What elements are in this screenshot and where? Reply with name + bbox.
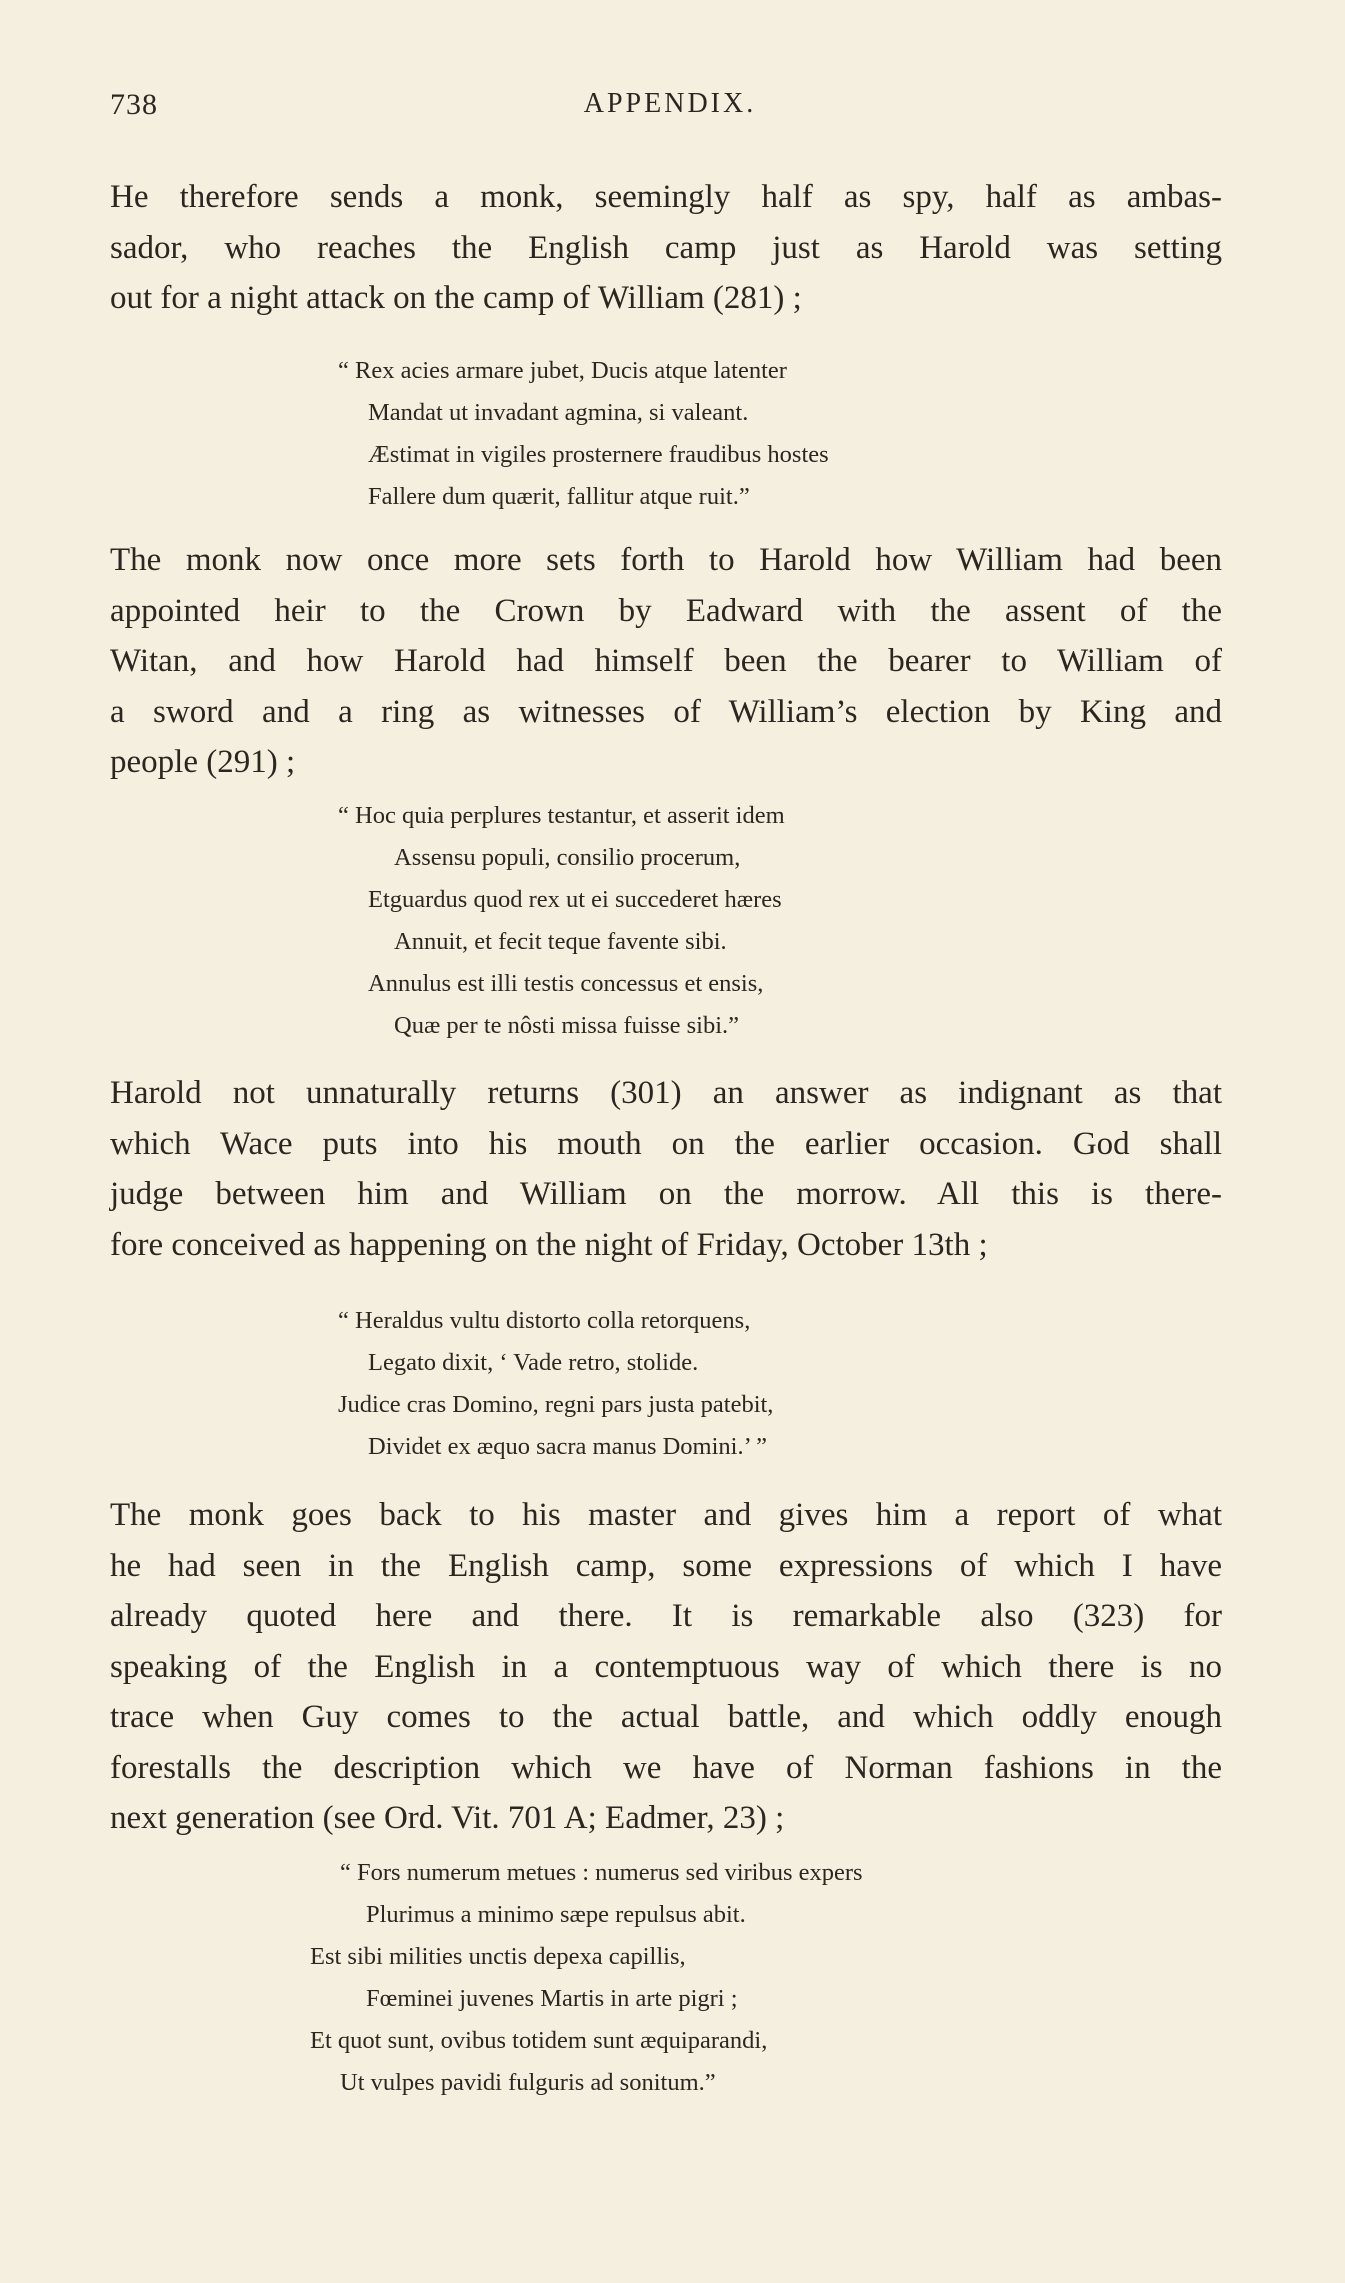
verse-line: Dividet ex æquo sacra manus Domini.’ ” xyxy=(368,1433,767,1460)
text-line: people (291) ; xyxy=(110,744,296,780)
text-line: he had seen in the English camp, some expressions of which I have xyxy=(110,1547,1222,1584)
verse-line: Legato dixit, ‘ Vade retro, stolide. xyxy=(368,1349,699,1376)
paragraph-4 xyxy=(110,1490,1222,1844)
text-line: appointed heir to the Crown by Eadward with the assent of the xyxy=(110,592,1222,629)
verse-line: Æstimat in vigiles prosternere fraudibus hostes xyxy=(368,441,829,468)
text-line: out for a night attack on the camp of William (281) ; xyxy=(110,280,802,316)
verse-line: “ Rex acies armare jubet, Ducis atque latenter xyxy=(338,357,787,384)
verse-quotation-2 xyxy=(338,795,785,1047)
text-line: The monk now once more sets forth to Harold how William had been xyxy=(110,542,1222,578)
text-line: sador, who reaches the English camp just as Harold was setting xyxy=(110,229,1222,266)
verse-line: Fallere dum quærit, fallitur atque ruit.” xyxy=(368,483,750,510)
verse-line: Quæ per te nôsti missa fuisse sibi.” xyxy=(394,1012,740,1039)
text-line: Witan, and how Harold had himself been the bearer to William of xyxy=(110,643,1222,679)
verse-line: Annuit, et fecit teque favente sibi. xyxy=(394,928,727,955)
verse-quotation-4 xyxy=(310,1852,863,2104)
verse-line: Assensu populi, consilio procerum, xyxy=(394,844,741,871)
verse-quotation-3 xyxy=(338,1300,773,1468)
verse-line: Et quot sunt, ovibus totidem sunt æquiparandi, xyxy=(310,2027,768,2054)
verse-line: Judice cras Domino, regni pars justa patebit, xyxy=(338,1391,774,1418)
verse-line: “ Fors numerum metues : numerus sed viribus expers xyxy=(340,1859,863,1886)
text-line: Harold not unnaturally returns (301) an answer as indignant as that xyxy=(110,1075,1222,1111)
paragraph-2 xyxy=(110,535,1222,788)
verse-line: Plurimus a minimo sæpe repulsus abit. xyxy=(366,1901,746,1928)
verse-quotation-1 xyxy=(338,350,829,518)
text-line: judge between him and William on the morrow. All this is there- xyxy=(110,1176,1222,1212)
verse-line: “ Heraldus vultu distorto colla retorquens, xyxy=(338,1307,751,1334)
paragraph-1 xyxy=(110,172,1222,324)
text-line: fore conceived as happening on the night of Friday, October 13th ; xyxy=(110,1226,988,1263)
verse-line: Mandat ut invadant agmina, si valeant. xyxy=(368,399,749,426)
text-line: The monk goes back to his master and gives him a report of what xyxy=(110,1497,1222,1533)
text-line: trace when Guy comes to the actual battle, and which oddly enough xyxy=(110,1699,1222,1735)
text-line: next generation (see Ord. Vit. 701 A; Eadmer, 23) ; xyxy=(110,1800,785,1836)
text-line: forestalls the description which we have of Norman fashions in the xyxy=(110,1749,1222,1786)
text-line: already quoted here and there. It is remarkable also (323) for xyxy=(110,1598,1222,1634)
text-line: speaking of the English in a contemptuous way of which there is no xyxy=(110,1648,1222,1685)
verse-line: Fœminei juvenes Martis in arte pigri ; xyxy=(366,1985,738,2012)
text-line: a sword and a ring as witnesses of William’s election by King and xyxy=(110,693,1222,730)
page-header xyxy=(110,88,1230,128)
verse-line: Est sibi milities unctis depexa capillis, xyxy=(310,1943,686,1970)
verse-line: Annulus est illi testis concessus et ensis, xyxy=(368,970,764,997)
paragraph-3 xyxy=(110,1068,1222,1270)
verse-line: “ Hoc quia perplures testantur, et asserit idem xyxy=(338,802,785,829)
text-line: He therefore sends a monk, seemingly half as spy, half as ambas- xyxy=(110,179,1222,215)
page-number: 738 xyxy=(110,88,158,121)
running-head: APPENDIX. xyxy=(583,88,757,119)
text-line: which Wace puts into his mouth on the earlier occasion. God shall xyxy=(110,1125,1222,1162)
verse-line: Ut vulpes pavidi fulguris ad sonitum.” xyxy=(340,2069,716,2096)
verse-line: Etguardus quod rex ut ei succederet hæres xyxy=(368,886,782,913)
